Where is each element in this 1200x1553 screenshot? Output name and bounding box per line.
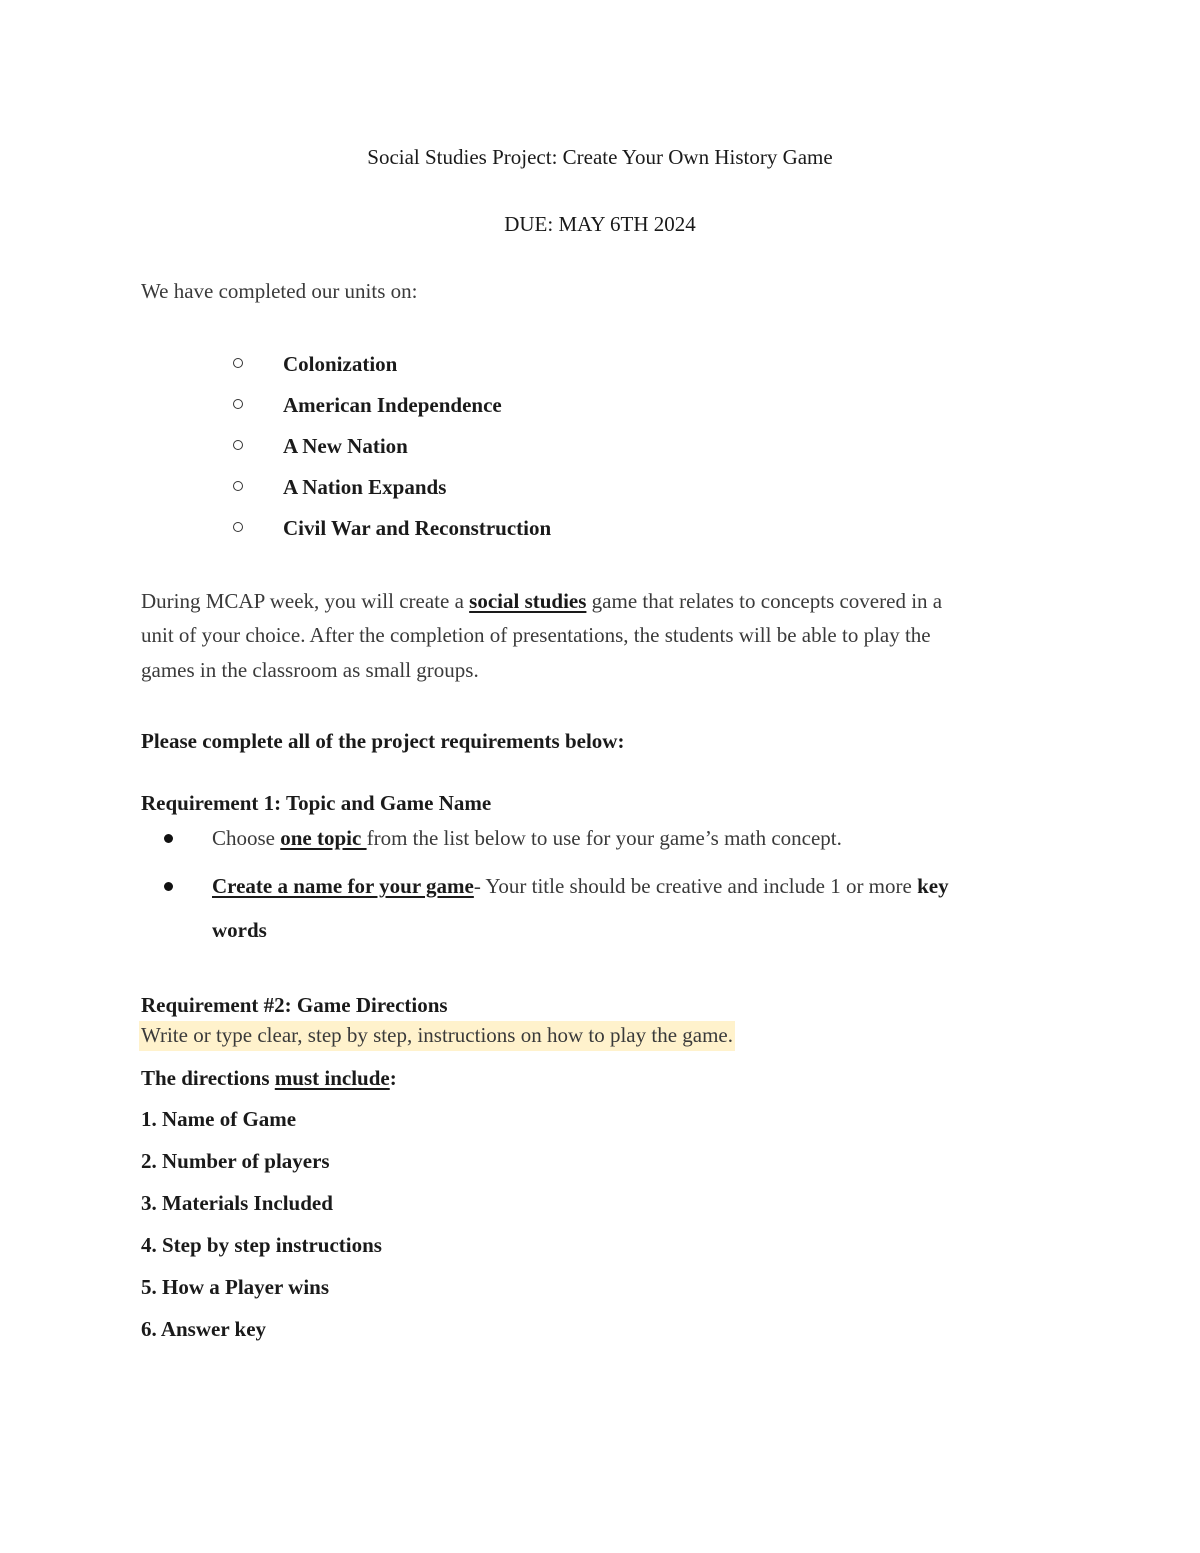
dot-bullet-icon	[164, 882, 173, 891]
circle-bullet-icon	[233, 399, 243, 409]
requirement-1-bullet-1	[212, 828, 842, 849]
directions-item: 3. Materials Included	[141, 1191, 333, 1215]
requirement-1-bullet-2	[212, 876, 949, 897]
unit-item: Civil War and Reconstruction	[283, 516, 552, 540]
requirement-1-heading: Requirement 1: Topic and Game Name	[141, 791, 492, 815]
complete-all-heading: Please complete all of the project requirements below:	[141, 729, 625, 753]
directions-item: 4. Step by step instructions	[141, 1233, 382, 1257]
must-include-text: The directions	[141, 1066, 275, 1090]
unit-item: A New Nation	[283, 434, 408, 458]
due-date: DUE: MAY 6TH 2024	[504, 212, 696, 236]
unit-item: American Independence	[283, 393, 502, 417]
directions-item: 6. Answer key	[141, 1317, 267, 1341]
unit-item: Colonization	[283, 352, 398, 376]
highlighted-instruction	[139, 1025, 735, 1046]
intro-text: We have completed our units on:	[141, 279, 418, 303]
circle-bullet-icon	[233, 522, 243, 532]
circle-bullet-icon	[233, 358, 243, 368]
unit-item: A Nation Expands	[283, 475, 447, 499]
must-include-emphasis: must include	[274, 1066, 390, 1090]
requirement-2-heading: Requirement #2: Game Directions	[141, 993, 448, 1017]
key-emphasis: key	[917, 874, 949, 898]
circle-bullet-icon	[233, 440, 243, 450]
paragraph-line-2: unit of your choice. After the completion of presentations, the students will be able to play the	[141, 623, 931, 647]
directions-item: 2. Number of players	[141, 1149, 330, 1173]
one-topic-emphasis: one topic	[280, 826, 367, 850]
paragraph-text: During MCAP week, you will create a	[141, 589, 470, 613]
social-studies-emphasis: social studies	[469, 589, 587, 613]
directions-must-include	[141, 1068, 397, 1089]
paragraph-line-1	[141, 591, 942, 612]
directions-item: 5. How a Player wins	[141, 1275, 330, 1299]
directions-item: 1. Name of Game	[141, 1107, 297, 1131]
bullet-text: from the list below to use for your game’s math concept.	[366, 826, 842, 850]
paragraph-line-3: games in the classroom as small groups.	[141, 658, 479, 682]
dot-bullet-icon	[164, 834, 173, 843]
create-name-emphasis: Create a name for your game	[212, 874, 474, 898]
must-include-colon: :	[389, 1066, 397, 1090]
circle-bullet-icon	[233, 481, 243, 491]
paragraph-text: game that relates to concepts covered in a	[586, 589, 943, 613]
document-title: Social Studies Project: Create Your Own History Game	[367, 145, 833, 169]
highlight-text: Write or type clear, step by step, instructions on how to play the game.	[139, 1021, 735, 1051]
bullet-text: Choose	[212, 826, 281, 850]
requirement-1-bullet-2-cont: words	[212, 918, 267, 942]
bullet-text: - Your title should be creative and include 1 or more	[473, 874, 918, 898]
